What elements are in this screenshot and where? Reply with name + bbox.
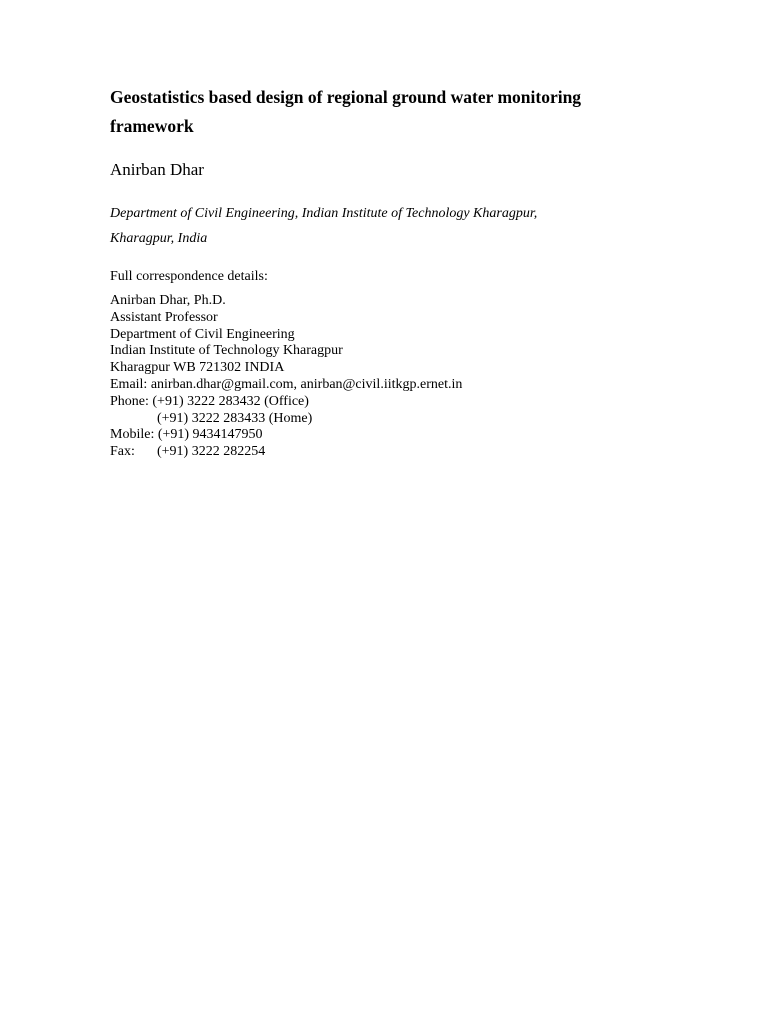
paper-title (110, 83, 670, 141)
author-name: Anirban Dhar (110, 160, 204, 179)
contact-details (110, 293, 462, 461)
correspondence-heading: Full correspondence details: (110, 269, 268, 284)
contact-department: Department of Civil Engineering (110, 326, 295, 342)
contact-name: Anirban Dhar, Ph.D. (110, 293, 226, 308)
contact-fax-value: (+91) 3222 282254 (157, 444, 266, 460)
contact-phone-home: (+91) 3222 283433 (Home) (157, 410, 313, 426)
contact-fax-label: Fax: (110, 444, 135, 460)
contact-address: Kharagpur WB 721302 INDIA (110, 360, 285, 376)
contact-position: Assistant Professor (110, 309, 218, 325)
affiliation-line-2: Kharagpur, India (110, 231, 208, 246)
affiliation-line-1: Department of Civil Engineering, Indian Institute of Technology Kharagpur, (110, 206, 538, 221)
contact-mobile: Mobile: (+91) 9434147950 (110, 427, 263, 443)
contact-email: Email: anirban.dhar@gmail.com, anirban@civil.iitkgp.ernet.in (110, 376, 463, 392)
contact-fax (110, 444, 462, 461)
author-affiliation (110, 201, 670, 251)
paper-title-line-2: framework (110, 116, 194, 136)
contact-institute: Indian Institute of Technology Kharagpur (110, 343, 343, 359)
paper-title-line-1: Geostatistics based design of regional ground water monitoring (110, 87, 582, 107)
contact-phone-office: Phone: (+91) 3222 283432 (Office) (110, 393, 309, 409)
